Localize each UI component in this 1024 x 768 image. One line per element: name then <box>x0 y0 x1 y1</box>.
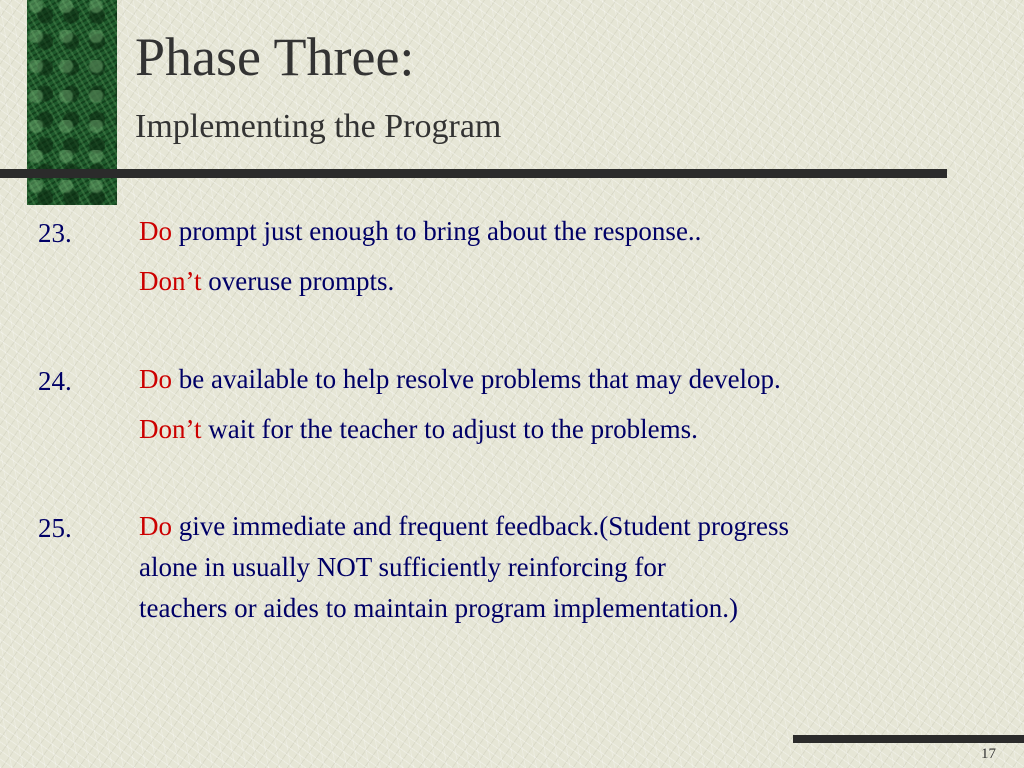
do-line <box>139 513 789 540</box>
do-text-line-3: teachers or aides to maintain program implementation.) <box>139 593 739 623</box>
do-line <box>139 218 701 245</box>
item-number: 23. <box>38 218 72 248</box>
dont-line <box>139 268 394 295</box>
dont-keyword: Don’t <box>139 414 202 444</box>
item-number: 25. <box>38 513 72 543</box>
do-line <box>139 366 781 393</box>
do-keyword: Do <box>139 364 172 394</box>
dont-line <box>139 416 698 443</box>
dont-text: overuse prompts. <box>208 266 395 296</box>
do-keyword: Do <box>139 216 172 246</box>
dont-text: wait for the teacher to adjust to the problems. <box>208 414 698 444</box>
do-text-line-1: give immediate and frequent feedback.(Student progress <box>178 511 790 541</box>
do-text: be available to help resolve problems that may develop. <box>178 364 781 394</box>
do-keyword: Do <box>139 511 172 541</box>
do-text: prompt just enough to bring about the response.. <box>178 216 702 246</box>
page-number: 17 <box>981 746 996 762</box>
do-text-line-2: alone in usually NOT sufficiently reinforcing for <box>139 552 666 582</box>
item-number: 24. <box>38 366 72 396</box>
slide-subtitle: Implementing the Program <box>135 108 502 145</box>
footer-divider <box>793 735 1024 743</box>
dont-keyword: Don’t <box>139 266 202 296</box>
slide-title: Phase Three: <box>135 27 415 87</box>
title-divider <box>0 169 947 178</box>
